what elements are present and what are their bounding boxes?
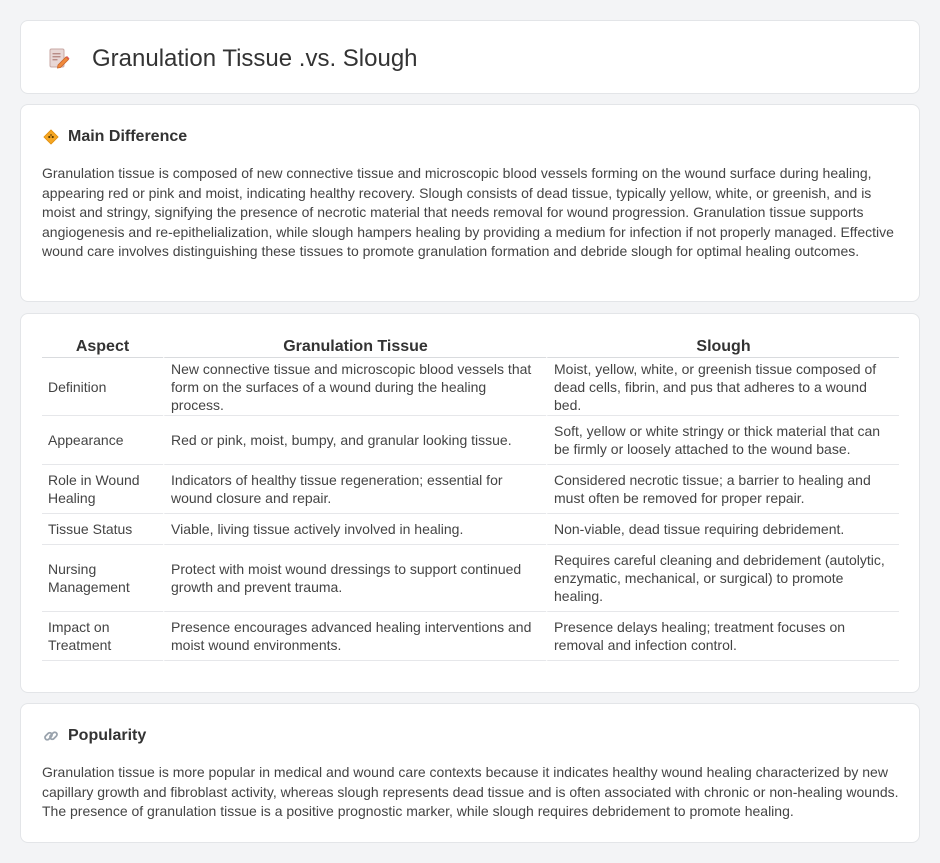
cell-slough: Moist, yellow, white, or greenish tissue composed of dead cells, fibrin, and pus that adheres to a wound bed. [546,358,899,416]
main-difference-section [20,104,920,302]
main-difference-heading [42,127,187,147]
document-edit-icon [48,48,70,70]
cell-granulation: Protect with moist wound dressings to support continued growth and prevent trauma. [163,545,546,612]
cell-aspect: Definition [42,358,163,416]
table-row [42,465,899,514]
cell-granulation: Red or pink, moist, bumpy, and granular looking tissue. [163,416,546,465]
popularity-section [20,703,920,843]
table-row [42,514,899,545]
comparison-section [20,313,920,693]
cell-slough: Non-viable, dead tissue requiring debridement. [546,514,899,545]
comparison-table [42,336,899,661]
title-card [20,20,920,94]
diamond-warning-icon [42,128,60,146]
main-difference-text: Granulation tissue is composed of new connective tissue and microscopic blood vessels forming on the wound surface during healing, appearing red or pink and moist, indicating healthy recovery. Slough consists of dead tissue, typically yellow, white, or greenish, and is moist and stringy, signifying the presence of necrotic material that needs removal for wound progression. Granulation tissue supports angiogenesis and re-epithelialization, while slough hampers healing by providing a medium for infection if not properly managed. Effective wound care involves distinguishing these tissues to promote granulation formation and debride slough for optimal healing outcomes. [42,165,894,259]
header-aspect: Aspect [42,336,163,358]
header-slough: Slough [546,336,899,358]
cell-granulation: Presence encourages advanced healing interventions and moist wound environments. [163,612,546,661]
cell-slough: Requires careful cleaning and debridement (autolytic, enzymatic, mechanical, or surgical) to promote healing. [546,545,899,612]
popularity-heading [42,726,146,746]
page-title: Granulation Tissue .vs. Slough [92,45,418,72]
cell-aspect: Tissue Status [42,514,163,545]
cell-granulation: Viable, living tissue actively involved in healing. [163,514,546,545]
table-row [42,358,899,416]
cell-aspect: Impact on Treatment [42,612,163,661]
cell-aspect: Role in Wound Healing [42,465,163,514]
cell-slough: Soft, yellow or white stringy or thick material that can be firmly or loosely attached to the wound base. [546,416,899,465]
cell-granulation: Indicators of healthy tissue regeneration; essential for wound closure and repair. [163,465,546,514]
table-row [42,416,899,465]
popularity-title: Popularity [68,727,147,744]
main-difference-title: Main Difference [68,128,188,145]
cell-slough: Presence delays healing; treatment focuses on removal and infection control. [546,612,899,661]
cell-granulation: New connective tissue and microscopic blood vessels that form on the surfaces of a wound during the healing process. [163,358,546,416]
cell-slough: Considered necrotic tissue; a barrier to healing and must often be removed for proper repair. [546,465,899,514]
cell-aspect: Nursing Management [42,545,163,612]
cell-aspect: Appearance [42,416,163,465]
popularity-text: Granulation tissue is more popular in medical and wound care contexts because it indicates healthy wound healing characterized by new capillary growth and fibroblast activity, whereas slough represents dead tissue and is often associated with chronic or non-healing wounds. The presence of granulation tissue is a positive prognostic marker, while slough requires debridement to promote healing. [42,764,899,819]
table-header-row [42,336,899,358]
table-row [42,545,899,612]
header-granulation: Granulation Tissue [163,336,546,358]
table-row [42,612,899,661]
link-icon [42,727,60,745]
